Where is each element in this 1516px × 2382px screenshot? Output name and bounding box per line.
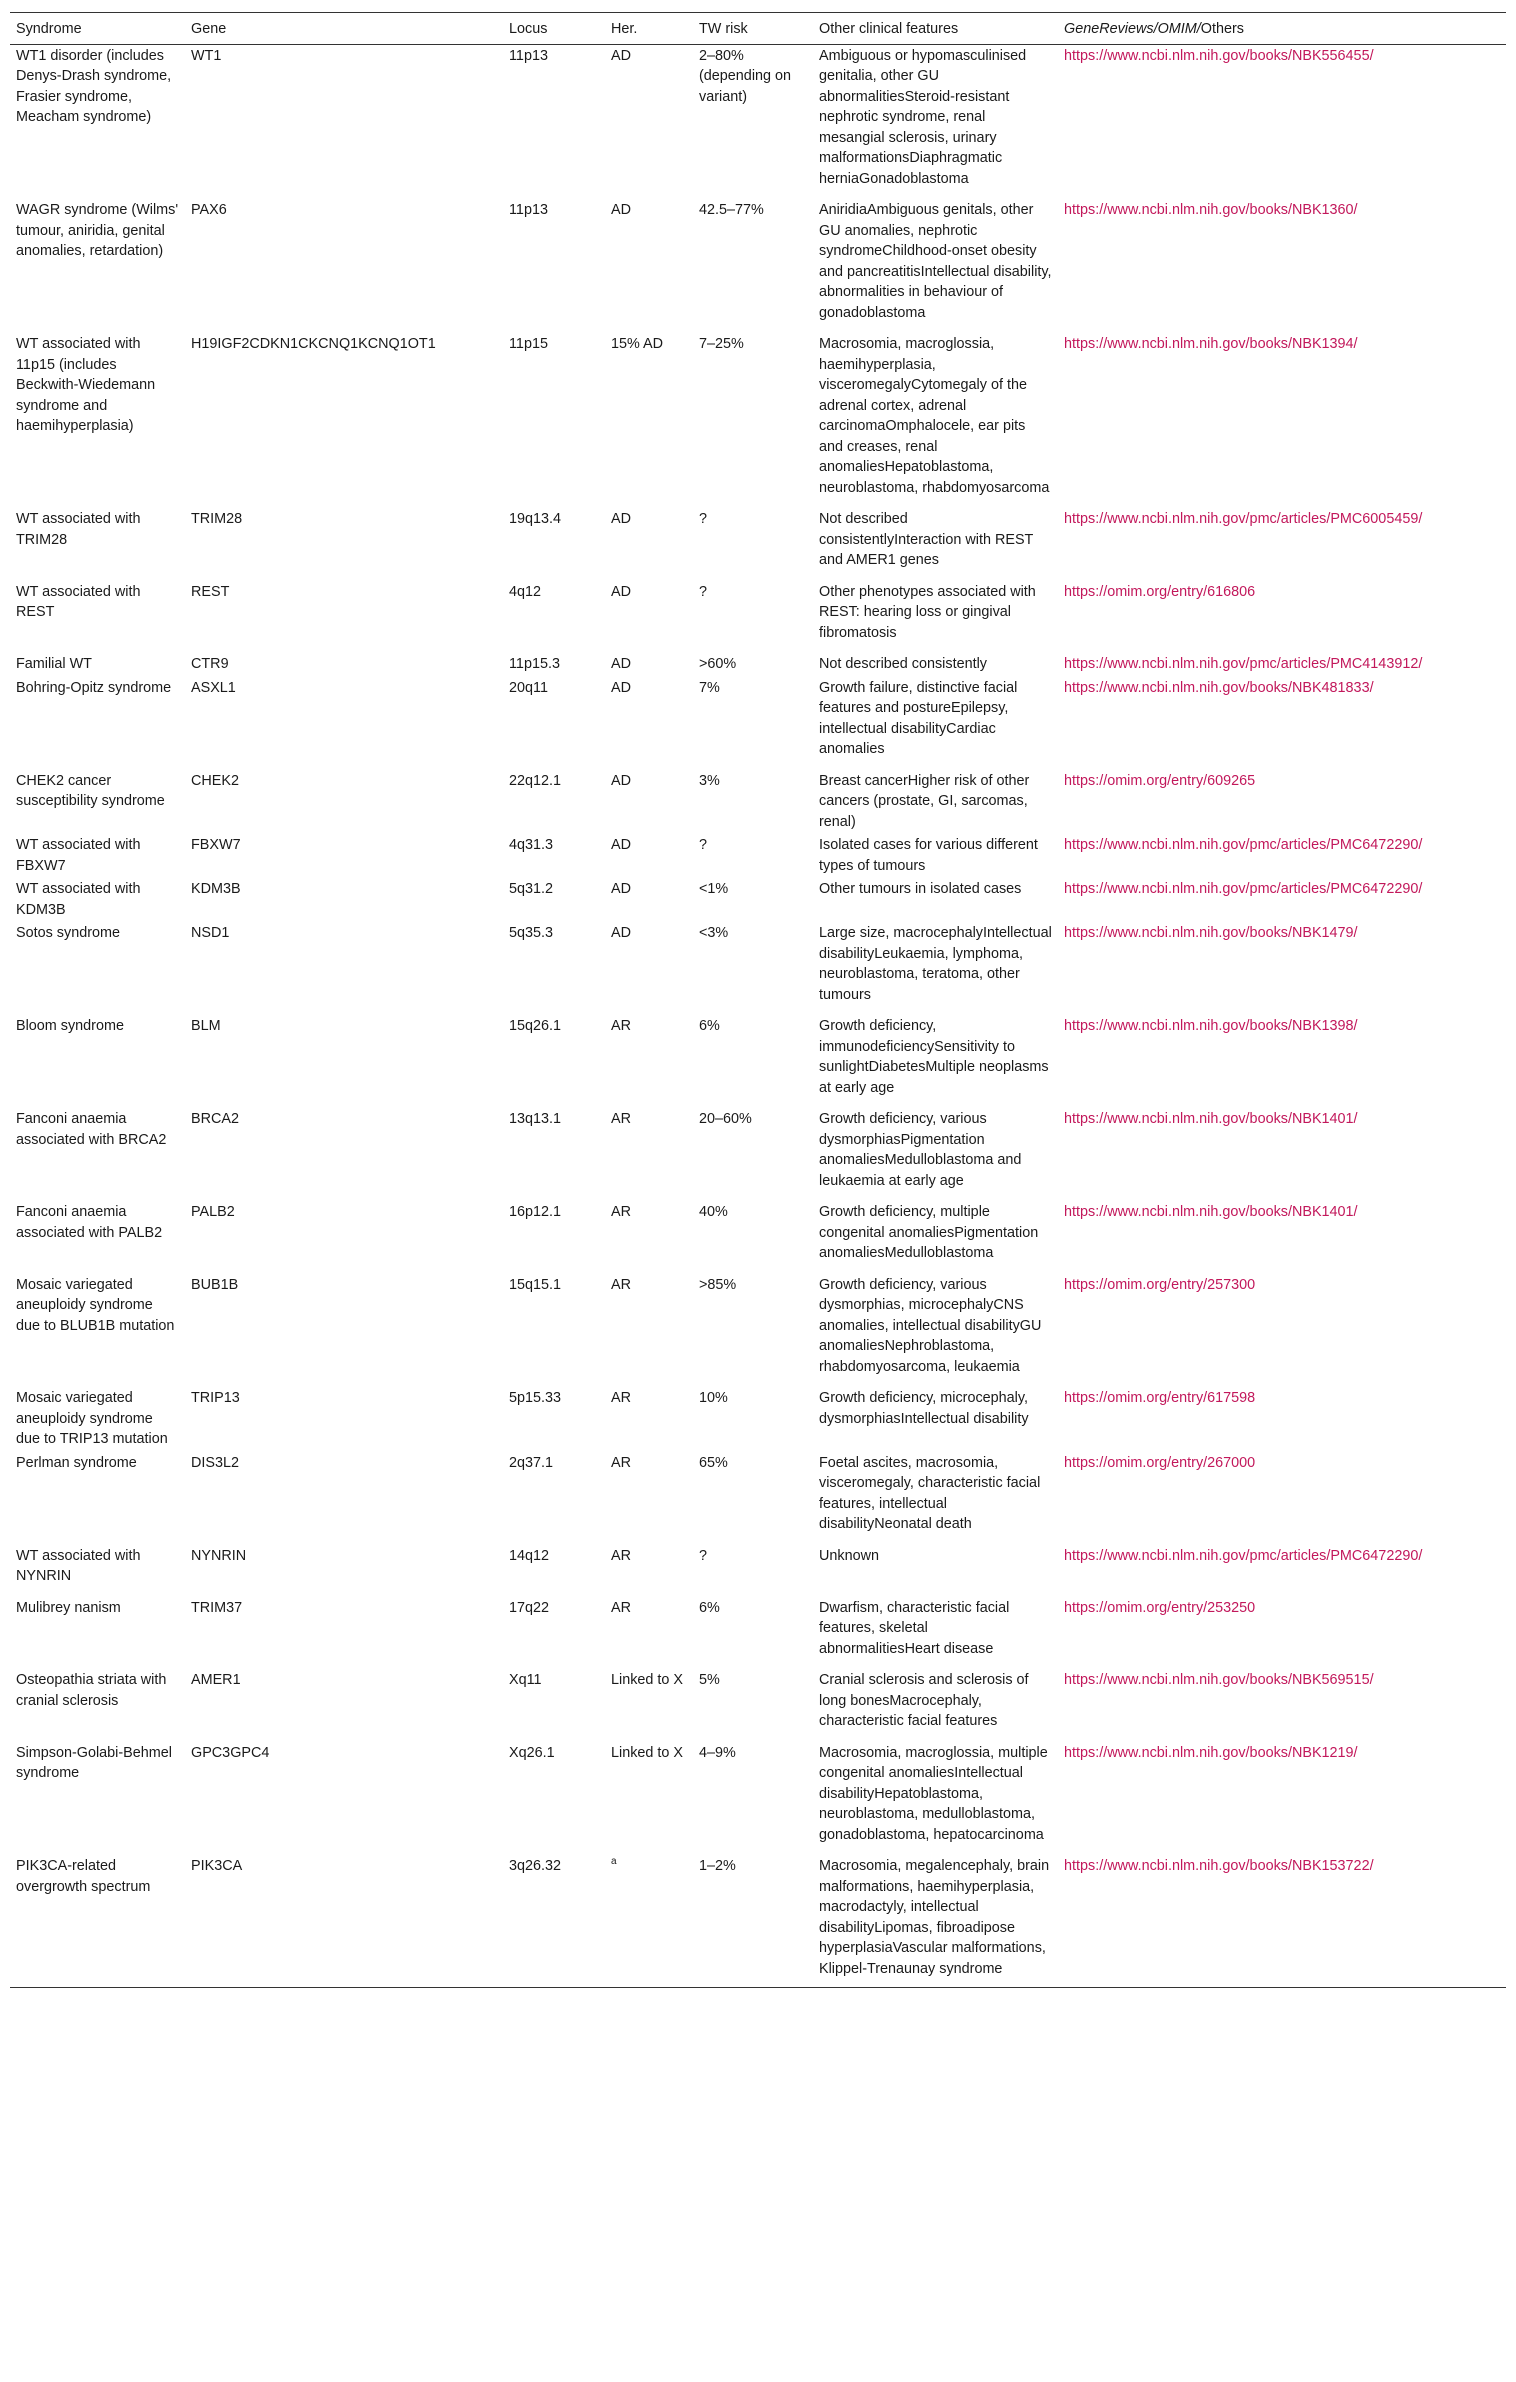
table-header-row <box>10 13 1506 45</box>
cell-reference <box>1058 1742 1506 1856</box>
cell-her: Linked to X <box>611 1744 684 1761</box>
cell-features: AniridiaAmbiguous genitals, other GU anomalies, nephrotic syndromeChildhood-onset obesity and pancreatitisIntellectual disability, abnormalities in behaviour of gonadoblastoma <box>819 202 1052 321</box>
cell-reference <box>1058 1855 1506 1988</box>
cell-locus: 3q26.32 <box>503 1855 605 1988</box>
table-row <box>10 677 1506 770</box>
table-body <box>10 44 1506 1988</box>
reference-link[interactable]: https://www.ncbi.nlm.nih.gov/pmc/articles/PMC6472290/ <box>1064 1547 1423 1564</box>
cell-gene: NSD1 <box>191 925 230 941</box>
reference-link[interactable]: https://omim.org/entry/253250 <box>1064 1599 1256 1616</box>
table-row <box>10 581 1506 654</box>
table-row <box>10 1015 1506 1108</box>
cell-reference <box>1058 1387 1506 1452</box>
cell-tw-risk: >85% <box>699 1276 737 1293</box>
reference-link[interactable]: https://www.ncbi.nlm.nih.gov/books/NBK1398/ <box>1064 1018 1358 1034</box>
cell-syndrome: WT associated with 11p15 (includes Beckwith-Wiedemann syndrome and haemihyperplasia) <box>16 336 156 434</box>
cell-syndrome: WAGR syndrome (Wilms' tumour, aniridia, genital anomalies, retardation) <box>16 202 179 259</box>
table-row <box>10 834 1506 878</box>
cell-syndrome: WT associated with TRIM28 <box>16 511 141 548</box>
cell-locus: 15q15.1 <box>509 1276 562 1293</box>
cell-gene: REST <box>191 583 230 600</box>
cell-reference <box>1058 1015 1506 1108</box>
cell-locus: 5p15.33 <box>509 1390 562 1406</box>
reference-link[interactable]: https://www.ncbi.nlm.nih.gov/pmc/articles/PMC6472290/ <box>1064 881 1423 897</box>
cell-tw-risk: ? <box>699 583 708 600</box>
cell-syndrome: Perlman syndrome <box>16 1454 137 1471</box>
cell-gene: BLM <box>191 1018 221 1034</box>
cell-her: 15% AD <box>611 336 663 352</box>
table-container <box>10 12 1506 1988</box>
reference-link[interactable]: https://www.ncbi.nlm.nih.gov/books/NBK153722/ <box>1064 1858 1374 1874</box>
cell-reference <box>1058 677 1506 770</box>
cell-gene: KDM3B <box>191 881 241 897</box>
cell-her: AD <box>611 679 631 696</box>
cell-locus: 11p13 <box>509 202 548 218</box>
cell-features: Not described consistentlyInteraction with REST and AMER1 genes <box>819 511 1034 568</box>
reference-link[interactable]: https://www.ncbi.nlm.nih.gov/books/NBK569515/ <box>1064 1672 1374 1688</box>
cell-reference <box>1058 1452 1506 1545</box>
table-row <box>10 1452 1506 1545</box>
table-row <box>10 1669 1506 1742</box>
cell-syndrome: Simpson-Golabi-Behmel syndrome <box>16 1744 172 1781</box>
cell-reference <box>1058 333 1506 508</box>
cell-tw-risk: ? <box>699 837 708 853</box>
table-row <box>10 922 1506 1015</box>
cell-locus: 15q26.1 <box>509 1018 562 1034</box>
cell-tw-risk: 2–80% (depending on variant) <box>699 47 792 105</box>
cell-features: Isolated cases for various different types of tumours <box>819 837 1038 874</box>
syndrome-table <box>10 12 1506 1988</box>
cell-gene: BRCA2 <box>191 1111 239 1127</box>
header-references <box>1058 13 1506 45</box>
cell-features: Unknown <box>819 1547 879 1564</box>
header-references-italic: GeneReviews/OMIM/ <box>1064 21 1201 37</box>
table-row <box>10 1742 1506 1856</box>
cell-syndrome: WT associated with KDM3B <box>16 881 141 918</box>
cell-reference <box>1058 653 1506 677</box>
cell-locus: Xq26.1 <box>509 1744 555 1761</box>
table-row <box>10 1855 1506 1988</box>
reference-link[interactable]: https://omim.org/entry/609265 <box>1064 772 1256 789</box>
reference-link[interactable]: https://www.ncbi.nlm.nih.gov/pmc/articles/PMC6472290/ <box>1064 837 1423 853</box>
cell-tw-risk: 4–9% <box>699 1744 736 1761</box>
cell-tw-risk: 10% <box>699 1390 728 1406</box>
cell-features: Not described consistently <box>819 656 987 672</box>
cell-locus: 5q31.2 <box>509 881 554 897</box>
cell-syndrome: Familial WT <box>16 656 92 672</box>
table-row <box>10 1387 1506 1452</box>
table-row <box>10 1545 1506 1597</box>
cell-locus: 4q31.3 <box>509 837 554 853</box>
cell-features: Foetal ascites, macrosomia, visceromegaly, characteristic facial features, intellectual disabilityNeonatal death <box>819 1454 1041 1532</box>
cell-her: AR <box>611 1111 631 1127</box>
table-row <box>10 1201 1506 1274</box>
cell-locus: 19q13.4 <box>509 511 562 527</box>
cell-locus: 11p13 <box>509 47 548 64</box>
cell-syndrome: WT1 disorder (includes Denys-Drash syndrome, Frasier syndrome, Meacham syndrome) <box>16 47 172 125</box>
cell-her: AD <box>611 925 631 941</box>
cell-tw-risk: 1–2% <box>693 1855 813 1988</box>
cell-her: AR <box>611 1599 631 1616</box>
reference-link[interactable]: https://omim.org/entry/257300 <box>1064 1276 1256 1293</box>
reference-link[interactable]: https://www.ncbi.nlm.nih.gov/books/NBK1401/ <box>1064 1111 1358 1127</box>
cell-gene: NYNRIN <box>191 1547 247 1564</box>
reference-link[interactable]: https://omim.org/entry/617598 <box>1064 1390 1256 1406</box>
cell-locus: 11p15 <box>509 336 548 352</box>
cell-her: AR <box>611 1204 631 1220</box>
reference-link[interactable]: https://www.ncbi.nlm.nih.gov/books/NBK1219/ <box>1064 1744 1358 1761</box>
cell-reference <box>1058 1201 1506 1274</box>
cell-gene: WT1 <box>191 47 222 64</box>
cell-her: AR <box>611 1547 631 1564</box>
cell-reference <box>1058 770 1506 835</box>
reference-link[interactable]: https://www.ncbi.nlm.nih.gov/books/NBK1360/ <box>1064 202 1358 218</box>
cell-features: Dwarfism, characteristic facial features, skeletal abnormalitiesHeart disease <box>819 1599 1010 1657</box>
cell-her <box>605 1855 693 1988</box>
cell-syndrome: WT associated with REST <box>16 583 141 620</box>
cell-gene: DIS3L2 <box>191 1454 239 1471</box>
table-row <box>10 44 1506 199</box>
cell-locus: 11p15.3 <box>509 656 560 672</box>
cell-tw-risk: ? <box>699 511 708 527</box>
cell-gene: ASXL1 <box>191 679 236 696</box>
table-row <box>10 1108 1506 1201</box>
cell-tw-risk: <3% <box>699 925 729 941</box>
cell-tw-risk: 40% <box>699 1204 728 1220</box>
cell-tw-risk: 7% <box>699 679 720 696</box>
cell-locus: 22q12.1 <box>509 772 562 789</box>
cell-her: Linked to X <box>611 1672 684 1688</box>
reference-link[interactable]: https://www.ncbi.nlm.nih.gov/pmc/articles/PMC6005459/ <box>1064 511 1423 527</box>
cell-features: Growth deficiency, various dysmorphiasPigmentation anomaliesMedulloblastoma and leukaemia at early age <box>819 1111 1022 1189</box>
cell-her: AD <box>611 511 631 527</box>
cell-locus: 4q12 <box>509 583 542 600</box>
cell-gene: BUB1B <box>191 1276 239 1293</box>
table-row <box>10 508 1506 581</box>
cell-syndrome: Fanconi anaemia associated with PALB2 <box>16 1204 163 1241</box>
cell-syndrome: Bohring-Opitz syndrome <box>16 679 172 696</box>
cell-locus: 2q37.1 <box>509 1454 554 1471</box>
cell-her: AR <box>611 1454 631 1471</box>
cell-gene: H19IGF2CDKN1CKCNQ1KCNQ1OT1 <box>191 336 436 352</box>
cell-locus: 16p12.1 <box>509 1204 562 1220</box>
cell-syndrome: Sotos syndrome <box>16 925 120 941</box>
header-gene: Gene <box>185 13 503 45</box>
cell-her: AD <box>611 202 631 218</box>
cell-features: Cranial sclerosis and sclerosis of long bonesMacrocephaly, characteristic facial features <box>819 1672 1029 1729</box>
reference-link[interactable]: https://www.ncbi.nlm.nih.gov/books/NBK1479/ <box>1064 925 1358 941</box>
cell-features: Breast cancerHigher risk of other cancers (prostate, GI, sarcomas, renal) <box>819 772 1030 830</box>
cell-locus: 17q22 <box>509 1599 550 1616</box>
cell-features: Growth deficiency, microcephaly, dysmorphiasIntellectual disability <box>819 1390 1029 1427</box>
cell-syndrome: PIK3CA-related overgrowth spectrum <box>10 1855 185 1988</box>
cell-tw-risk: <1% <box>699 881 729 897</box>
cell-reference <box>1058 44 1506 199</box>
cell-reference <box>1058 1108 1506 1201</box>
cell-reference <box>1058 508 1506 581</box>
table-row <box>10 770 1506 835</box>
reference-link[interactable]: https://omim.org/entry/267000 <box>1064 1454 1256 1471</box>
cell-tw-risk: ? <box>699 1547 708 1564</box>
table-row <box>10 1274 1506 1388</box>
cell-tw-risk: 7–25% <box>699 336 744 352</box>
cell-features: Other phenotypes associated with REST: hearing loss or gingival fibromatosis <box>819 583 1036 641</box>
cell-features: Growth deficiency, multiple congenital anomaliesPigmentation anomaliesMedulloblastoma <box>819 1204 1039 1261</box>
cell-her: AD <box>611 656 631 672</box>
cell-reference <box>1058 1545 1506 1597</box>
cell-tw-risk: >60% <box>699 656 737 672</box>
cell-reference <box>1058 878 1506 922</box>
reference-link[interactable]: https://www.ncbi.nlm.nih.gov/books/NBK556455/ <box>1064 47 1374 64</box>
cell-gene: FBXW7 <box>191 837 241 853</box>
cell-locus: Xq11 <box>509 1672 542 1688</box>
reference-link[interactable]: https://www.ncbi.nlm.nih.gov/pmc/articles/PMC4143912/ <box>1064 656 1423 672</box>
cell-locus: 14q12 <box>509 1547 550 1564</box>
cell-gene: AMER1 <box>191 1672 241 1688</box>
header-her: Her. <box>605 13 693 45</box>
reference-link[interactable]: https://omim.org/entry/616806 <box>1064 583 1256 600</box>
cell-reference <box>1058 922 1506 1015</box>
cell-features: Growth failure, distinctive facial features and postureEpilepsy, intellectual disabilityCardiac anomalies <box>819 679 1018 757</box>
cell-reference <box>1058 1597 1506 1670</box>
cell-her: AD <box>611 772 631 789</box>
cell-syndrome: WT associated with NYNRIN <box>16 1547 141 1584</box>
cell-gene: PAX6 <box>191 202 227 218</box>
table-row <box>10 199 1506 333</box>
cell-tw-risk: 5% <box>699 1672 720 1688</box>
header-tw-risk: TW risk <box>693 13 813 45</box>
cell-her: AR <box>611 1018 631 1034</box>
cell-syndrome: Mosaic variegated aneuploidy syndrome due to TRIP13 mutation <box>16 1390 168 1447</box>
cell-reference <box>1058 199 1506 333</box>
cell-features: Macrosomia, macroglossia, multiple congenital anomaliesIntellectual disabilityHepatoblastoma, neuroblastoma, medulloblastoma, gonadoblastoma, hepatocarcinoma <box>819 1744 1048 1843</box>
cell-her: AR <box>611 1390 631 1406</box>
cell-locus: 13q13.1 <box>509 1111 562 1127</box>
cell-gene: CHEK2 <box>191 772 239 789</box>
header-syndrome: Syndrome <box>10 13 185 45</box>
cell-her: AD <box>611 583 631 600</box>
cell-features: Other tumours in isolated cases <box>819 881 1022 897</box>
reference-link[interactable]: https://www.ncbi.nlm.nih.gov/books/NBK1401/ <box>1064 1204 1358 1220</box>
cell-gene: PALB2 <box>191 1204 235 1220</box>
table-row <box>10 1597 1506 1670</box>
cell-syndrome: Bloom syndrome <box>16 1018 124 1034</box>
cell-features: Large size, macrocephalyIntellectual disabilityLeukaemia, lymphoma, neuroblastoma, teratoma, other tumours <box>819 925 1052 1003</box>
cell-syndrome: CHEK2 cancer susceptibility syndrome <box>16 772 165 809</box>
header-locus: Locus <box>503 13 605 45</box>
cell-locus: 20q11 <box>509 679 548 696</box>
cell-syndrome: WT associated with FBXW7 <box>16 837 141 874</box>
cell-syndrome: Fanconi anaemia associated with BRCA2 <box>16 1111 167 1148</box>
cell-features: Macrosomia, macroglossia, haemihyperplasia, visceromegalyCytomegaly of the adrenal cortex, adrenal carcinomaOmphalocele, ear pits and creases, renal anomaliesHepatoblastoma, neuroblastoma, rhabdomyosarcoma <box>819 336 1050 496</box>
cell-her: AR <box>611 1276 631 1293</box>
table-row <box>10 333 1506 508</box>
cell-tw-risk: 42.5–77% <box>699 202 764 218</box>
cell-features: Growth deficiency, various dysmorphias, microcephalyCNS anomalies, intellectual disabilityGU anomaliesNephroblastoma, rhabdomyosarcoma, leukaemia <box>819 1276 1042 1375</box>
cell-reference <box>1058 581 1506 654</box>
reference-link[interactable]: https://www.ncbi.nlm.nih.gov/books/NBK1394/ <box>1064 336 1358 352</box>
table-row <box>10 878 1506 922</box>
cell-tw-risk: 20–60% <box>699 1111 752 1127</box>
cell-tw-risk: 6% <box>699 1018 720 1034</box>
cell-syndrome: Mosaic variegated aneuploidy syndrome due to BLUB1B mutation <box>16 1276 175 1334</box>
header-references-plain: Others <box>1200 21 1244 37</box>
cell-gene: TRIM37 <box>191 1599 243 1616</box>
cell-syndrome: Mulibrey nanism <box>16 1599 121 1616</box>
table-row <box>10 653 1506 677</box>
cell-tw-risk: 65% <box>699 1454 728 1471</box>
cell-features: Growth deficiency, immunodeficiencySensitivity to sunlightDiabetesMultiple neoplasms at early age <box>819 1018 1049 1096</box>
cell-reference <box>1058 1669 1506 1742</box>
footnote-marker: a <box>611 1856 617 1868</box>
cell-her: AD <box>611 881 631 897</box>
cell-reference <box>1058 1274 1506 1388</box>
cell-gene: TRIP13 <box>191 1390 240 1406</box>
cell-gene: TRIM28 <box>191 511 243 527</box>
cell-tw-risk: 3% <box>699 772 720 789</box>
cell-gene: GPC3GPC4 <box>191 1744 270 1761</box>
header-features: Other clinical features <box>813 13 1058 45</box>
cell-gene: PIK3CA <box>185 1855 503 1988</box>
cell-features: Macrosomia, megalencephaly, brain malformations, haemihyperplasia, macrodactyly, intellectual disabilityLipomas, fibroadipose hyperplasiaVascular malformations, Klippel-Trenaunay syndrome <box>813 1855 1058 1988</box>
reference-link[interactable]: https://www.ncbi.nlm.nih.gov/books/NBK481833/ <box>1064 679 1374 696</box>
cell-features: Ambiguous or hypomasculinised genitalia, other GU abnormalitiesSteroid-resistant nephrotic syndrome, renal mesangial sclerosis, urinary malformationsDiaphragmatic herniaGonadoblastoma <box>819 47 1027 187</box>
cell-her: AD <box>611 837 631 853</box>
cell-tw-risk: 6% <box>699 1599 720 1616</box>
cell-locus: 5q35.3 <box>509 925 554 941</box>
cell-reference <box>1058 834 1506 878</box>
cell-gene: CTR9 <box>191 656 229 672</box>
cell-her: AD <box>611 47 631 64</box>
cell-syndrome: Osteopathia striata with cranial sclerosis <box>16 1672 167 1709</box>
